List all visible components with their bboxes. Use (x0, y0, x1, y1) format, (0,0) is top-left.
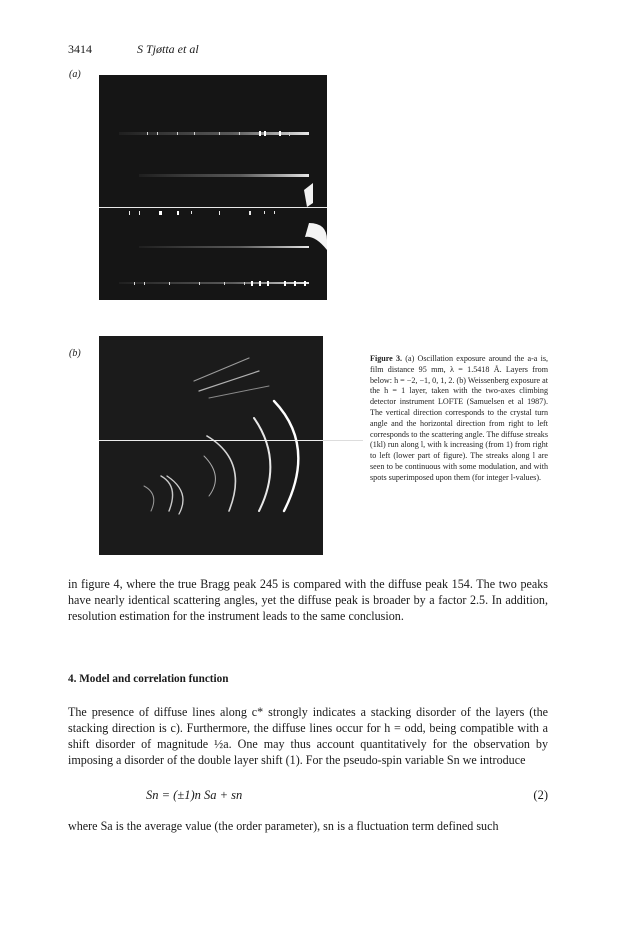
running-authors: S Tjøtta et al (137, 42, 199, 56)
equation-2 (68, 788, 548, 804)
figure-caption-label: Figure 3. (370, 354, 403, 363)
weissenberg-exposure-image (99, 336, 323, 555)
running-header (68, 42, 199, 57)
figure-caption-text: (a) Oscillation exposure around the a-a is, film distance 95 mm, λ = 1.5418 Å. Layers from below: h = −2, −1, 0, 1, 2. (b) Weissenberg exposure at the h = 1 layer, taken with the two-axes climbing detector instrument LOFTE (Samuelsen et al 1987). The vertical direction corresponds to the crystal turn angle and the horizontal direction from right to left corresponds to the scattering angle. The diffuse streaks (1kl) run along l, with k increasing (from 1) from right to left (lower part of figure). The streaks along l are seen to be continuous with some modulation, and with spots superimposed upon them (for integer l-values). (370, 354, 548, 482)
panel-b-label: (b) (69, 348, 81, 359)
equation-expression: Sn = (±1)n Sa + sn (146, 788, 243, 802)
panel-a-label: (a) (69, 69, 81, 80)
separator-line (323, 440, 363, 441)
body-paragraph-1: in figure 4, where the true Bragg peak 245 is compared with the diffuse peak 154. The two peaks have nearly identical scattering angles, yet the diffuse peak is broader by a factor 2.5. In addition, resolution estimation for the instrument leads to the same conclusion. (68, 577, 548, 623)
oscillation-exposure-image (99, 75, 327, 300)
figure-caption (370, 354, 548, 484)
body-paragraph-2: The presence of diffuse lines along c* strongly indicates a stacking disorder of the layers (the stacking direction is c). Furthermore, the diffuse lines occur for h = odd, being compatible with a shift disorder of magnitude ½a. One may thus account quantitatively for the observation by imposing a disorder of the double layer shift (1). For the pseudo-spin variable Sn we introduce (68, 705, 548, 767)
figure-panel-a (99, 75, 327, 300)
body-paragraph-3: where Sa is the average value (the order parameter), sn is a fluctuation term defined such (68, 819, 499, 833)
figure-panel-b (99, 336, 323, 555)
equation-number: (2) (533, 788, 548, 802)
page-number: 3414 (68, 42, 92, 56)
section-heading: 4. Model and correlation function (68, 673, 229, 685)
